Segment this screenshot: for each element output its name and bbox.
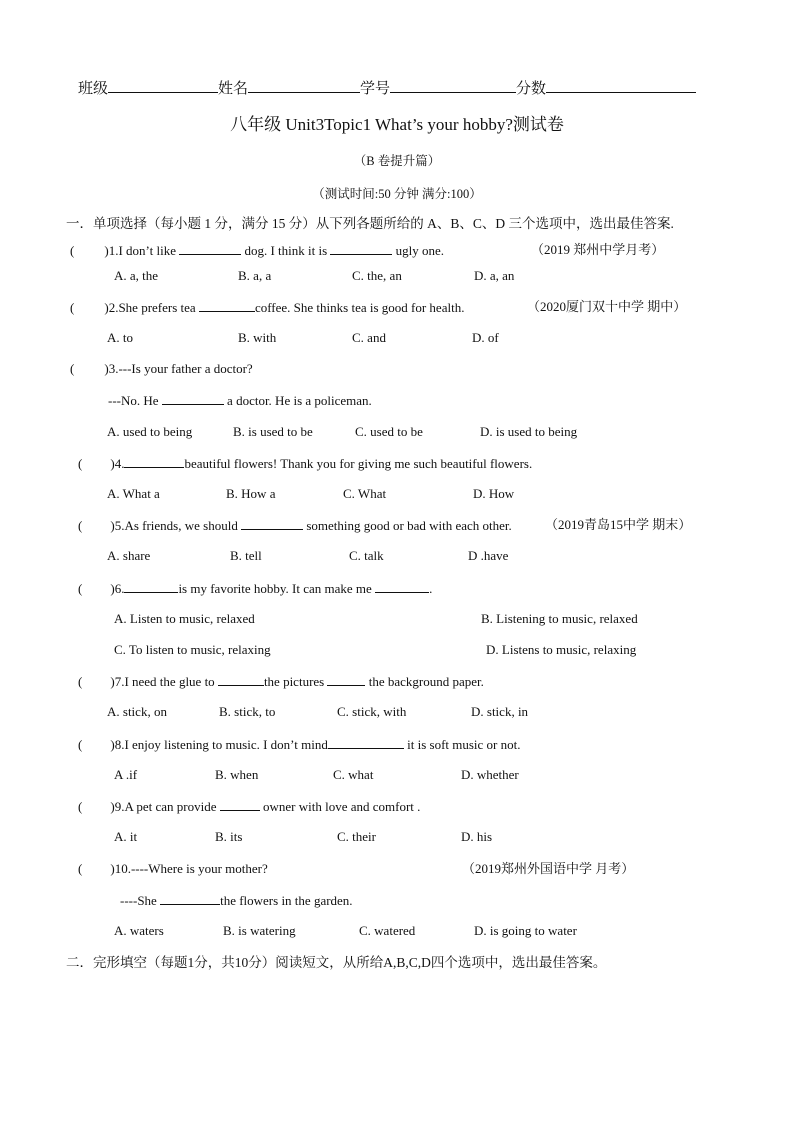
- question-2: [70, 299, 464, 316]
- question-text: ugly one.: [395, 243, 445, 258]
- name-blank[interactable]: [248, 80, 360, 93]
- option-d[interactable]: D. a, an: [474, 268, 515, 283]
- option-b[interactable]: B. How a: [226, 486, 276, 501]
- question-6: [78, 580, 432, 597]
- answer-paren: ): [104, 300, 109, 315]
- fill-blank[interactable]: [160, 892, 220, 905]
- answer-paren: ): [104, 243, 109, 258]
- question-source: （2020厦门双十中学 期中）: [527, 299, 687, 314]
- answer-paren: (: [78, 861, 83, 876]
- option-b[interactable]: B. Listening to music, relaxed: [481, 611, 638, 626]
- fill-blank[interactable]: [162, 392, 224, 405]
- fill-blank[interactable]: [218, 673, 264, 686]
- answer-paren: ): [110, 861, 115, 876]
- question-3: [70, 361, 253, 377]
- option-a[interactable]: A. to: [107, 330, 133, 345]
- question-text: the background paper.: [368, 674, 484, 689]
- option-a[interactable]: A. stick, on: [107, 704, 167, 719]
- score-label: 分数: [516, 81, 547, 97]
- option-d[interactable]: D .have: [468, 548, 509, 563]
- option-c[interactable]: C. and: [352, 330, 386, 345]
- question-text: 4.: [114, 456, 125, 471]
- question-text: 1.I don’t like: [108, 243, 176, 258]
- option-d[interactable]: D. whether: [461, 767, 519, 782]
- option-b[interactable]: B. is watering: [223, 923, 296, 938]
- answer-paren: (: [70, 243, 75, 258]
- option-d[interactable]: D. of: [472, 330, 499, 345]
- answer-paren: (: [78, 799, 83, 814]
- question-text: 2.She prefers tea: [108, 300, 196, 315]
- fill-blank[interactable]: [328, 736, 404, 749]
- question-10: [78, 861, 268, 877]
- option-b[interactable]: B. with: [238, 330, 277, 345]
- name-label: 姓名: [218, 81, 249, 97]
- score-blank[interactable]: [546, 80, 696, 93]
- option-d[interactable]: D. Listens to music, relaxing: [486, 642, 637, 657]
- option-c[interactable]: C. what: [333, 767, 374, 782]
- fill-blank[interactable]: [179, 242, 241, 255]
- option-a[interactable]: A. Listen to music, relaxed: [114, 611, 255, 626]
- answer-paren: ): [110, 581, 115, 596]
- question-text: 8.I enjoy listening to music. I don’t mind: [114, 737, 328, 752]
- option-b[interactable]: B. its: [215, 829, 243, 844]
- question-source: （2019郑州外国语中学 月考）: [462, 861, 635, 876]
- answer-paren: (: [78, 737, 83, 752]
- question-text: something good or bad with each other.: [306, 518, 512, 533]
- question-text: owner with love and comfort .: [263, 799, 421, 814]
- page-title: 八年级 Unit3Topic1 What’s your hobby?测试卷: [230, 115, 564, 134]
- question-text: the flowers in the garden.: [220, 893, 353, 908]
- option-b[interactable]: B. stick, to: [219, 704, 276, 719]
- fill-blank[interactable]: [375, 580, 429, 593]
- question-5: [78, 517, 512, 534]
- question-text: is my favorite hobby. It can make me: [178, 581, 372, 596]
- question-text: coffee. She thinks tea is good for health.: [254, 300, 465, 315]
- question-text: ----She: [120, 893, 157, 908]
- answer-paren: (: [70, 300, 75, 315]
- question-text: 6.: [114, 581, 125, 596]
- option-b[interactable]: B. tell: [230, 548, 262, 563]
- answer-paren: ): [110, 799, 115, 814]
- answer-paren: ): [110, 737, 115, 752]
- question-text: 7.I need the glue to: [114, 674, 215, 689]
- question-text: 3.---Is your father a doctor?: [108, 361, 253, 376]
- fill-blank[interactable]: [327, 673, 365, 686]
- student-info-line: [78, 80, 696, 97]
- option-d[interactable]: D. stick, in: [471, 704, 529, 719]
- question-source: （2019 郑州中学月考）: [531, 242, 665, 257]
- fill-blank[interactable]: [199, 299, 255, 312]
- id-label: 学号: [360, 81, 391, 97]
- question-text: 10.----Where is your mother?: [114, 861, 268, 876]
- fill-blank[interactable]: [124, 455, 184, 468]
- option-c[interactable]: C. the, an: [352, 268, 402, 283]
- answer-paren: (: [78, 518, 83, 533]
- answer-paren: (: [78, 456, 83, 471]
- option-d[interactable]: D. his: [461, 829, 493, 844]
- section-one-heading: 一．单项选择（每小题 1 分，满分 15 分）从下列各题所给的 A、B、C、D 三个选项中，选出最佳答案.: [66, 216, 674, 231]
- option-c[interactable]: C. watered: [359, 923, 416, 938]
- option-d[interactable]: D. is going to water: [474, 923, 577, 938]
- section-two-heading: 二．完形填空（每题1分，共10分）阅读短文，从所给A,B,C,D四个选项中，选出最佳答案。: [66, 955, 607, 970]
- question-10-line2: [120, 892, 353, 909]
- question-4: [78, 455, 532, 472]
- test-info: （测试时间:50 分钟 满分:100）: [312, 187, 482, 201]
- option-a[interactable]: A. a, the: [114, 268, 159, 283]
- option-b[interactable]: B. is used to be: [233, 424, 313, 439]
- answer-paren: ): [110, 456, 115, 471]
- fill-blank[interactable]: [124, 580, 178, 593]
- question-text: a doctor. He is a policeman.: [227, 393, 372, 408]
- option-c[interactable]: C. used to be: [355, 424, 423, 439]
- option-d[interactable]: D. How: [473, 486, 515, 501]
- answer-paren: (: [78, 674, 83, 689]
- class-label: 班级: [78, 81, 109, 97]
- question-text: ---No. He: [108, 393, 159, 408]
- option-a[interactable]: A. it: [114, 829, 138, 844]
- option-c[interactable]: C. their: [337, 829, 376, 844]
- answer-paren: ): [110, 674, 115, 689]
- option-a[interactable]: A. share: [107, 548, 151, 563]
- option-c[interactable]: C. stick, with: [337, 704, 407, 719]
- question-1: [70, 242, 444, 259]
- answer-paren: (: [78, 581, 83, 596]
- fill-blank[interactable]: [241, 517, 303, 530]
- question-text: .: [429, 581, 433, 596]
- question-text: beautiful flowers! Thank you for giving me such beautiful flowers.: [184, 456, 533, 471]
- question-3-line2: [108, 392, 372, 409]
- option-c[interactable]: C. talk: [349, 548, 384, 563]
- question-8: [78, 736, 521, 753]
- question-text: 5.As friends, we should: [114, 518, 238, 533]
- question-text: dog. I think it is: [244, 243, 328, 258]
- page-subtitle: （B 卷提升篇）: [353, 154, 441, 168]
- answer-paren: (: [70, 361, 75, 376]
- option-d[interactable]: D. is used to being: [480, 424, 578, 439]
- option-b[interactable]: B. when: [215, 767, 259, 782]
- option-b[interactable]: B. a, a: [238, 268, 272, 283]
- option-a[interactable]: A .if: [114, 767, 138, 782]
- question-7: [78, 673, 484, 690]
- id-blank[interactable]: [390, 80, 516, 93]
- option-a[interactable]: A. used to being: [107, 424, 193, 439]
- fill-blank[interactable]: [330, 242, 392, 255]
- option-c[interactable]: C. What: [343, 486, 387, 501]
- question-source: （2019青岛15中学 期末）: [545, 517, 692, 532]
- option-c[interactable]: C. To listen to music, relaxing: [114, 642, 271, 657]
- option-a[interactable]: A. waters: [114, 923, 164, 938]
- question-9: [78, 798, 420, 815]
- answer-paren: ): [110, 518, 115, 533]
- question-text: it is soft music or not.: [407, 737, 521, 752]
- class-blank[interactable]: [108, 80, 218, 93]
- option-a[interactable]: A. What a: [107, 486, 160, 501]
- fill-blank[interactable]: [220, 798, 260, 811]
- question-text: 9.A pet can provide: [114, 799, 217, 814]
- question-text: the pictures: [263, 674, 325, 689]
- answer-paren: ): [104, 361, 109, 376]
